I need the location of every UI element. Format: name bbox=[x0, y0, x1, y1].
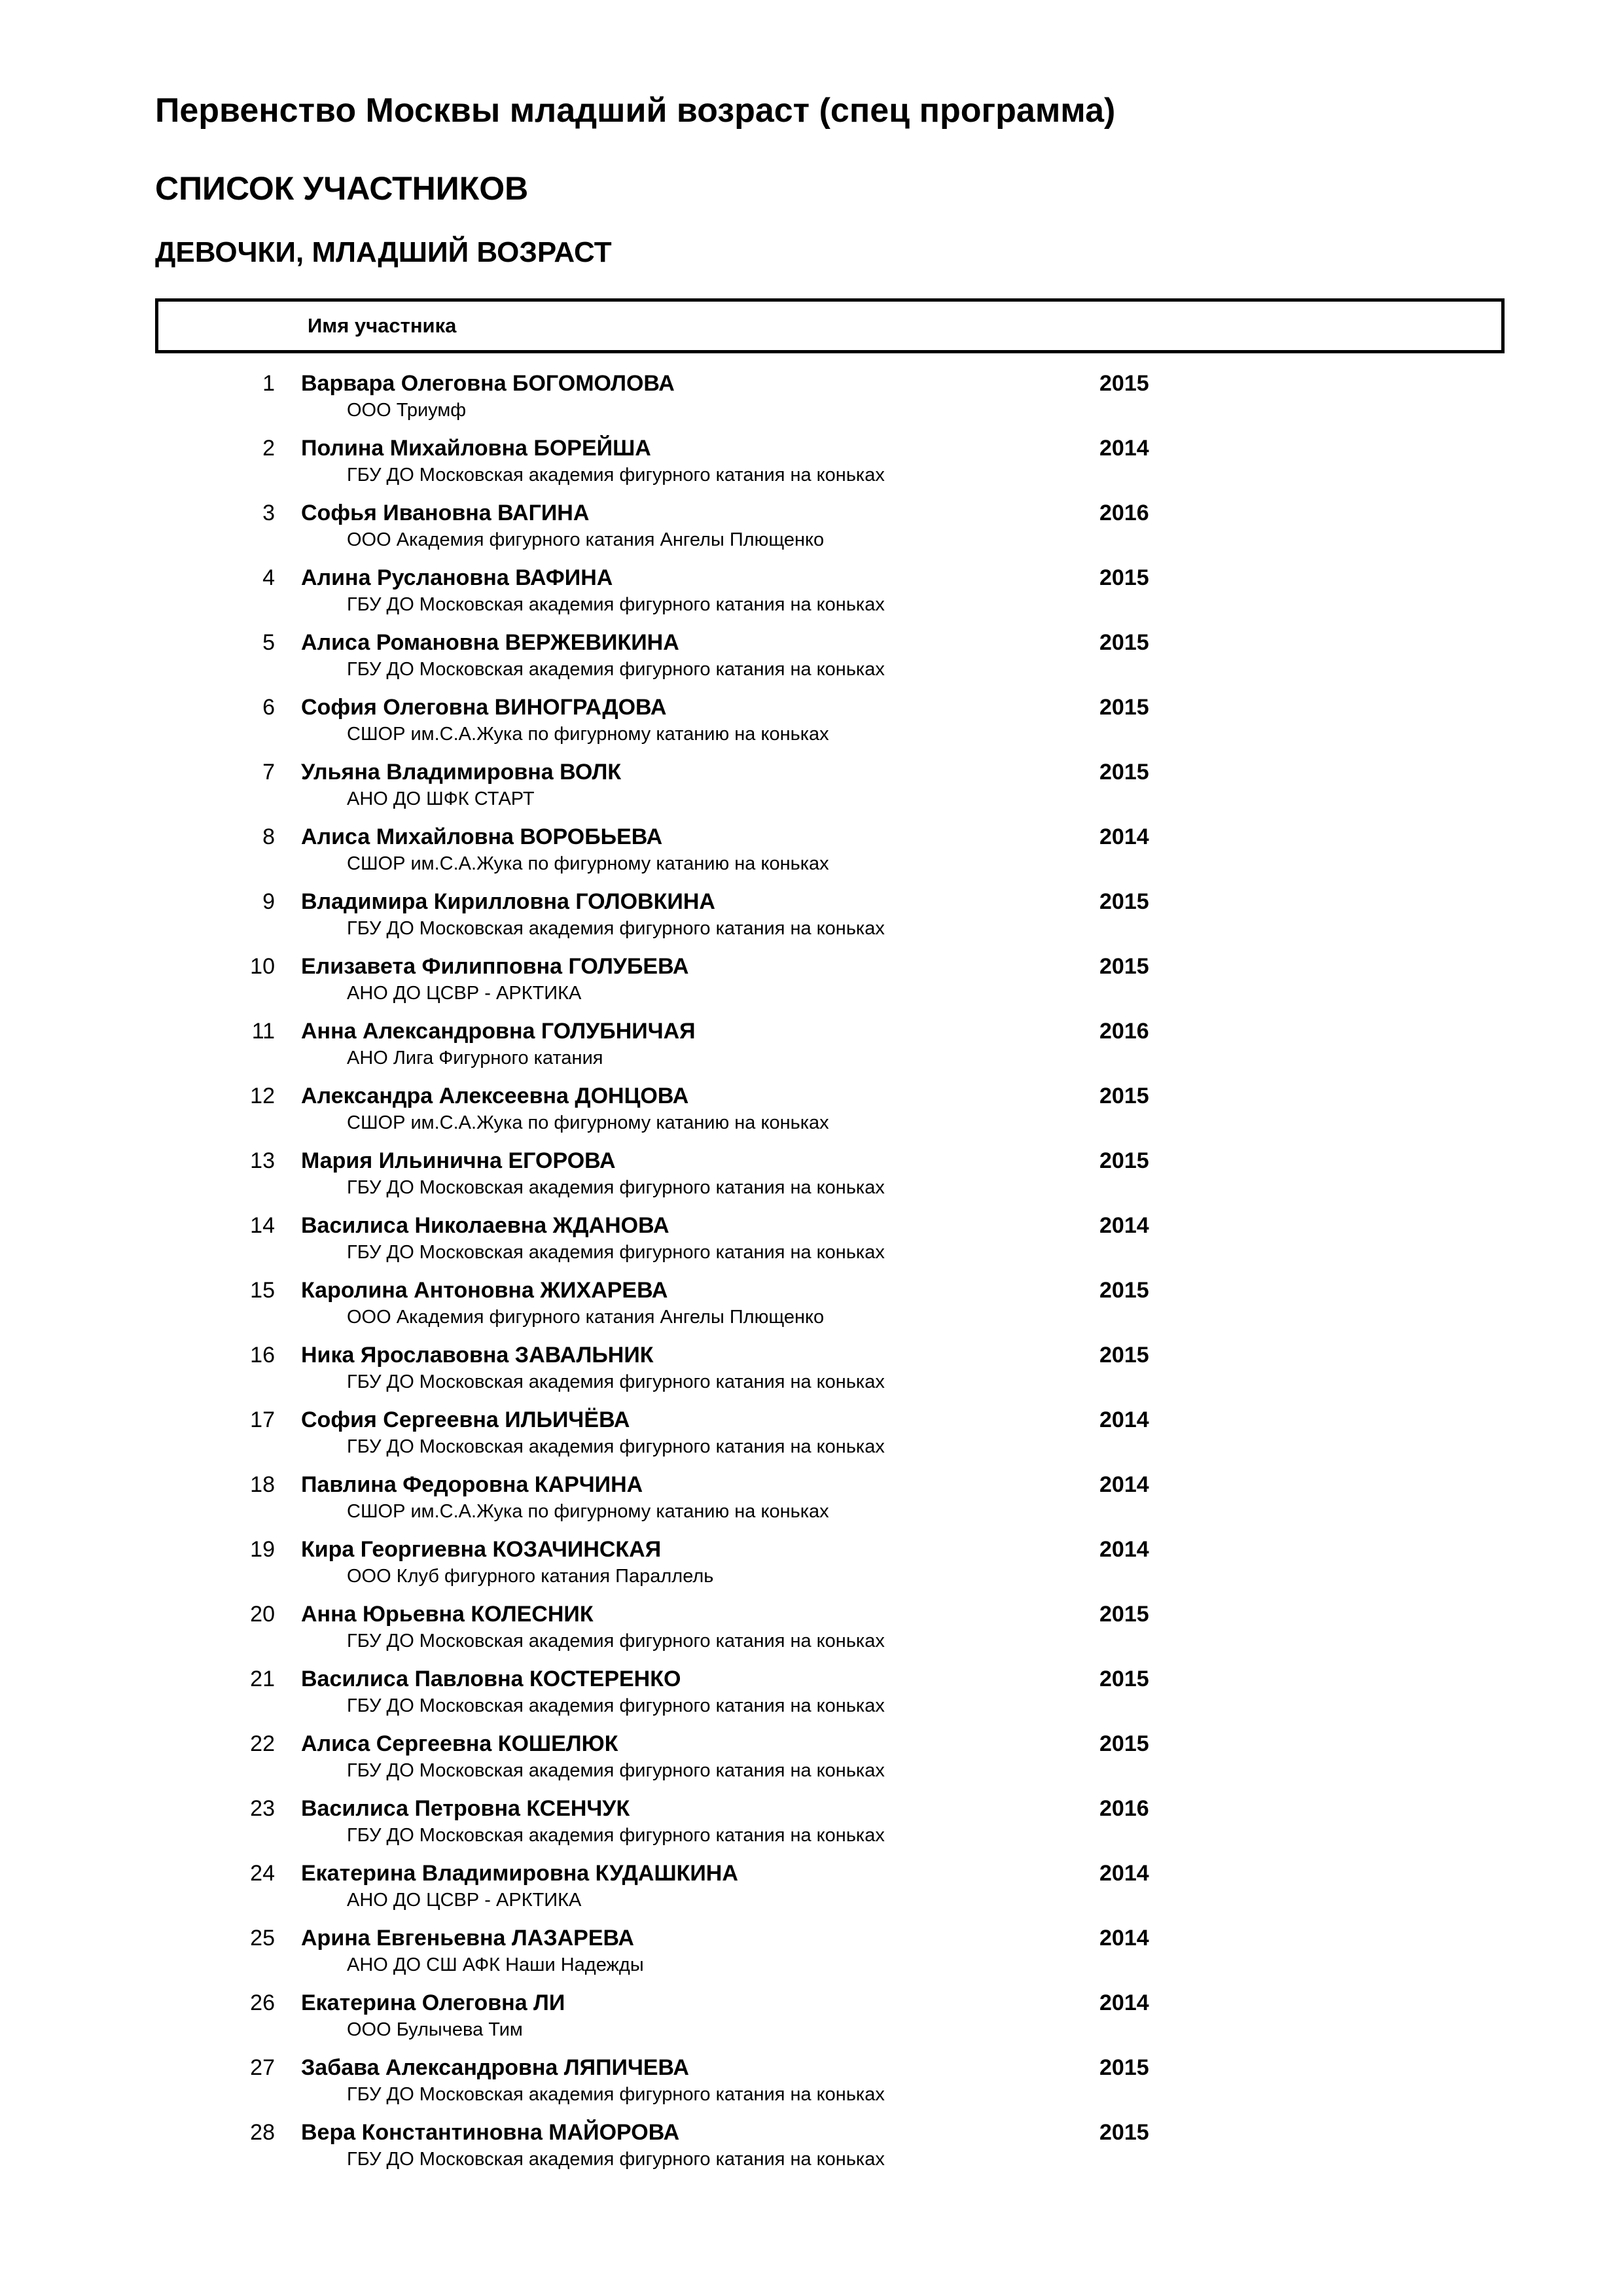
participant-name: София Сергеевна ИЛЬИЧЁВА bbox=[301, 1407, 630, 1432]
participant-number: 28 bbox=[250, 2120, 275, 2145]
participant-name: Василиса Петровна КСЕНЧУК bbox=[301, 1796, 630, 1821]
table-row bbox=[0, 1407, 1623, 1472]
participant-year: 2015 bbox=[1099, 1602, 1149, 1627]
participant-year: 2015 bbox=[1099, 565, 1149, 590]
participant-year: 2014 bbox=[1099, 1861, 1149, 1886]
participant-year: 2014 bbox=[1099, 1472, 1149, 1497]
participant-name: Василиса Павловна КОСТЕРЕНКО bbox=[301, 1667, 681, 1691]
participant-number: 13 bbox=[250, 1148, 275, 1173]
participant-year: 2014 bbox=[1099, 1407, 1149, 1432]
participant-number: 24 bbox=[250, 1861, 275, 1886]
participant-name: Ника Ярославовна ЗАВАЛЬНИК bbox=[301, 1343, 654, 1368]
participant-club: СШОР им.С.А.Жука по фигурному катанию на коньках bbox=[347, 1112, 829, 1133]
participant-year: 2016 bbox=[1099, 1019, 1149, 1044]
participant-year: 2014 bbox=[1099, 1990, 1149, 2015]
participant-year: 2015 bbox=[1099, 2055, 1149, 2080]
participant-name: Алина Руслановна ВАФИНА bbox=[301, 565, 613, 590]
participant-number: 12 bbox=[250, 1084, 275, 1108]
participant-club: АНО ДО ЦСВР - АРКТИКА bbox=[347, 983, 582, 1004]
participant-number: 2 bbox=[262, 436, 275, 461]
participant-club: АНО ДО ЦСВР - АРКТИКА bbox=[347, 1890, 582, 1911]
table-row bbox=[0, 370, 1623, 435]
table-row bbox=[0, 889, 1623, 953]
participant-year: 2015 bbox=[1099, 1343, 1149, 1368]
participant-name: Каролина Антоновна ЖИХАРЕВА bbox=[301, 1278, 668, 1303]
table-row bbox=[0, 1342, 1623, 1407]
table-row bbox=[0, 1731, 1623, 1795]
table-row bbox=[0, 1860, 1623, 1925]
table-header bbox=[155, 298, 1505, 353]
participant-club: ГБУ ДО Московская академия фигурного катания на коньках bbox=[347, 465, 885, 486]
participant-year: 2014 bbox=[1099, 436, 1149, 461]
table-header-label: Имя участника bbox=[308, 314, 457, 337]
table-row bbox=[0, 824, 1623, 889]
participant-number: 15 bbox=[250, 1278, 275, 1303]
participant-club: СШОР им.С.А.Жука по фигурному катанию на коньках bbox=[347, 1501, 829, 1522]
participant-number: 19 bbox=[250, 1537, 275, 1562]
participant-club: СШОР им.С.А.Жука по фигурному катанию на коньках bbox=[347, 724, 829, 745]
table-row bbox=[0, 435, 1623, 500]
participant-club: ГБУ ДО Московская академия фигурного катания на коньках bbox=[347, 1631, 885, 1651]
participant-club: ГБУ ДО Московская академия фигурного катания на коньках bbox=[347, 918, 885, 939]
participant-year: 2015 bbox=[1099, 1278, 1149, 1303]
participant-number: 7 bbox=[262, 760, 275, 785]
participant-club: АНО Лига Фигурного катания bbox=[347, 1048, 603, 1069]
table-row bbox=[0, 1212, 1623, 1277]
participant-name: Алиса Михайловна ВОРОБЬЕВА bbox=[301, 824, 663, 849]
participant-name: Алиса Романовна ВЕРЖЕВИКИНА bbox=[301, 630, 679, 655]
participant-name: Павлина Федоровна КАРЧИНА bbox=[301, 1472, 643, 1497]
participant-name: Арина Евгеньевна ЛАЗАРЕВА bbox=[301, 1926, 634, 1951]
participant-year: 2015 bbox=[1099, 630, 1149, 655]
participant-club: ООО Академия фигурного катания Ангелы Плющенко bbox=[347, 1307, 825, 1328]
participant-number: 9 bbox=[262, 889, 275, 914]
table-row bbox=[0, 1148, 1623, 1212]
participant-club: ООО Булычева Тим bbox=[347, 2019, 523, 2040]
participant-number: 25 bbox=[250, 1926, 275, 1951]
participant-name: Варвара Олеговна БОГОМОЛОВА bbox=[301, 371, 675, 396]
participant-name: Владимира Кирилловна ГОЛОВКИНА bbox=[301, 889, 715, 914]
table-row bbox=[0, 629, 1623, 694]
participant-club: СШОР им.С.А.Жука по фигурному катанию на коньках bbox=[347, 853, 829, 874]
participants-list bbox=[0, 370, 1623, 2184]
participant-year: 2016 bbox=[1099, 1796, 1149, 1821]
participant-year: 2015 bbox=[1099, 760, 1149, 785]
participant-year: 2015 bbox=[1099, 371, 1149, 396]
participant-name: Василиса Николаевна ЖДАНОВА bbox=[301, 1213, 669, 1238]
participant-year: 2014 bbox=[1099, 824, 1149, 849]
table-row bbox=[0, 2119, 1623, 2184]
participant-name: Анна Юрьевна КОЛЕСНИК bbox=[301, 1602, 594, 1627]
participant-number: 6 bbox=[262, 695, 275, 720]
participant-club: ГБУ ДО Московская академия фигурного катания на коньках bbox=[347, 1242, 885, 1263]
participant-year: 2015 bbox=[1099, 2120, 1149, 2145]
participant-club: ГБУ ДО Московская академия фигурного катания на коньках bbox=[347, 1371, 885, 1392]
participant-name: Кира Георгиевна КОЗАЧИНСКАЯ bbox=[301, 1537, 662, 1562]
participant-club: ГБУ ДО Московская академия фигурного катания на коньках bbox=[347, 1825, 885, 1846]
participant-name: Екатерина Владимировна КУДАШКИНА bbox=[301, 1861, 738, 1886]
table-row bbox=[0, 1666, 1623, 1731]
participant-number: 18 bbox=[250, 1472, 275, 1497]
participant-number: 3 bbox=[262, 501, 275, 525]
participant-number: 21 bbox=[250, 1667, 275, 1691]
participant-name: Полина Михайловна БОРЕЙША bbox=[301, 436, 651, 461]
participant-name: Вера Константиновна МАЙОРОВА bbox=[301, 2120, 680, 2145]
participant-year: 2015 bbox=[1099, 1731, 1149, 1756]
table-row bbox=[0, 1018, 1623, 1083]
participant-club: ГБУ ДО Московская академия фигурного катания на коньках bbox=[347, 1436, 885, 1457]
participant-name: Екатерина Олеговна ЛИ bbox=[301, 1990, 565, 2015]
table-row bbox=[0, 694, 1623, 759]
participant-year: 2015 bbox=[1099, 1148, 1149, 1173]
participant-number: 23 bbox=[250, 1796, 275, 1821]
participant-name: Александра Алексеевна ДОНЦОВА bbox=[301, 1084, 689, 1108]
participant-name: Мария Ильинична ЕГОРОВА bbox=[301, 1148, 616, 1173]
participant-name: Забава Александровна ЛЯПИЧЕВА bbox=[301, 2055, 689, 2080]
participant-club: ООО Клуб фигурного катания Параллель bbox=[347, 1566, 714, 1587]
participant-year: 2015 bbox=[1099, 1667, 1149, 1691]
table-row bbox=[0, 1277, 1623, 1342]
table-row bbox=[0, 1795, 1623, 1860]
participant-club: ГБУ ДО Московская академия фигурного катания на коньках bbox=[347, 1760, 885, 1781]
participant-club: ГБУ ДО Московская академия фигурного катания на коньках bbox=[347, 1177, 885, 1198]
participant-number: 8 bbox=[262, 824, 275, 849]
table-row bbox=[0, 1990, 1623, 2055]
participant-year: 2015 bbox=[1099, 889, 1149, 914]
participant-year: 2014 bbox=[1099, 1213, 1149, 1238]
participant-club: АНО ДО ШФК СТАРТ bbox=[347, 788, 535, 809]
participant-number: 22 bbox=[250, 1731, 275, 1756]
participant-year: 2014 bbox=[1099, 1537, 1149, 1562]
participant-number: 10 bbox=[250, 954, 275, 979]
table-row bbox=[0, 1472, 1623, 1536]
participant-number: 5 bbox=[262, 630, 275, 655]
document-title: Первенство Москвы младший возраст (спец программа) bbox=[155, 92, 1116, 130]
participant-number: 26 bbox=[250, 1990, 275, 2015]
participant-name: Ульяна Владимировна ВОЛК bbox=[301, 760, 622, 785]
participant-name: Анна Александровна ГОЛУБНИЧАЯ bbox=[301, 1019, 696, 1044]
category-heading: ДЕВОЧКИ, МЛАДШИЙ ВОЗРАСТ bbox=[155, 236, 612, 268]
participant-club: ГБУ ДО Московская академия фигурного катания на коньках bbox=[347, 2149, 885, 2170]
participant-name: Алиса Сергеевна КОШЕЛЮК bbox=[301, 1731, 618, 1756]
participant-name: Елизавета Филипповна ГОЛУБЕВА bbox=[301, 954, 689, 979]
participant-club: ГБУ ДО Московская академия фигурного катания на коньках bbox=[347, 1695, 885, 1716]
participant-name: София Олеговна ВИНОГРАДОВА bbox=[301, 695, 667, 720]
section-heading: СПИСОК УЧАСТНИКОВ bbox=[155, 170, 529, 207]
table-row bbox=[0, 565, 1623, 629]
participant-year: 2015 bbox=[1099, 1084, 1149, 1108]
table-row bbox=[0, 759, 1623, 824]
participant-number: 20 bbox=[250, 1602, 275, 1627]
participant-number: 17 bbox=[250, 1407, 275, 1432]
table-row bbox=[0, 1925, 1623, 1990]
table-row bbox=[0, 953, 1623, 1018]
participant-club: АНО ДО СШ АФК Наши Надежды bbox=[347, 1954, 644, 1975]
table-row bbox=[0, 2055, 1623, 2119]
participant-year: 2016 bbox=[1099, 501, 1149, 525]
participant-year: 2015 bbox=[1099, 954, 1149, 979]
participant-club: ГБУ ДО Московская академия фигурного катания на коньках bbox=[347, 594, 885, 615]
table-row bbox=[0, 500, 1623, 565]
participant-club: ООО Академия фигурного катания Ангелы Плющенко bbox=[347, 529, 825, 550]
participant-number: 16 bbox=[250, 1343, 275, 1368]
participant-year: 2014 bbox=[1099, 1926, 1149, 1951]
participant-number: 27 bbox=[250, 2055, 275, 2080]
participant-number: 4 bbox=[262, 565, 275, 590]
participant-club: ГБУ ДО Московская академия фигурного катания на коньках bbox=[347, 659, 885, 680]
table-row bbox=[0, 1601, 1623, 1666]
table-row bbox=[0, 1536, 1623, 1601]
table-row bbox=[0, 1083, 1623, 1148]
participant-number: 1 bbox=[262, 371, 275, 396]
participant-number: 14 bbox=[250, 1213, 275, 1238]
participant-club: ООО Триумф bbox=[347, 400, 467, 421]
participant-number: 11 bbox=[251, 1019, 275, 1044]
participant-club: ГБУ ДО Московская академия фигурного катания на коньках bbox=[347, 2084, 885, 2105]
participant-year: 2015 bbox=[1099, 695, 1149, 720]
participant-name: Софья Ивановна ВАГИНА bbox=[301, 501, 590, 525]
